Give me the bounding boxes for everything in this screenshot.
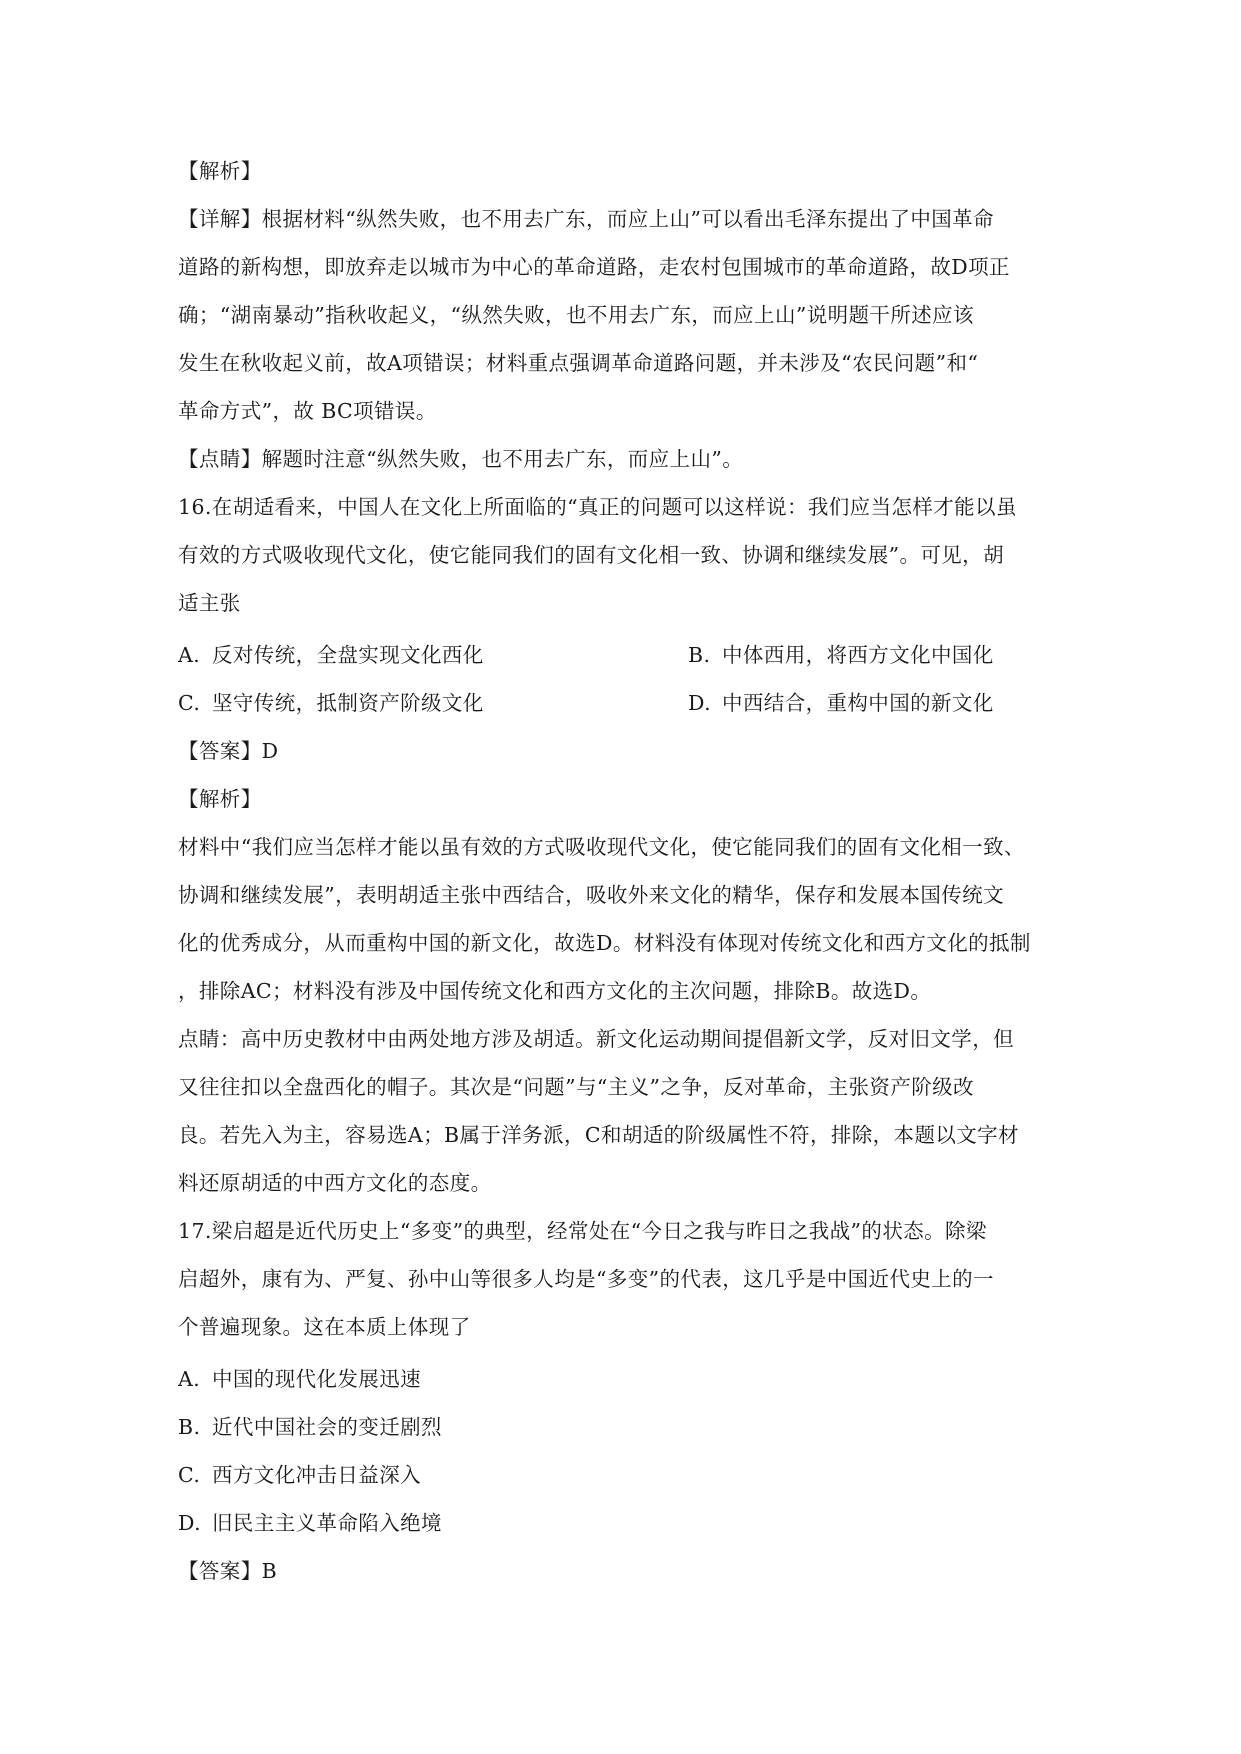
q17-answer: 【答案】B <box>178 1559 278 1583</box>
option-text: 近代中国社会的变迁剧烈 <box>212 1415 442 1439</box>
q16-analysis-heading: 【解析】 <box>178 787 262 811</box>
q16-stem-line: 有效的方式吸收现代文化，使它能同我们的固有文化相一致、协调和继续发展”。可见，胡 <box>178 543 1004 567</box>
q15-analysis-heading: 【解析】 <box>178 159 262 183</box>
option-text: 坚守传统，抵制资产阶级文化 <box>212 691 484 715</box>
q16-stem-line: 适主张 <box>178 591 241 615</box>
q16-answer: 【答案】D <box>178 739 279 763</box>
q17-option-a <box>178 1364 421 1394</box>
q15-tip: 【点睛】解题时注意“纵然失败，也不用去广东，而应上山”。 <box>178 447 744 471</box>
q16-stem-line: 16.在胡适看来，中国人在文化上所面临的“真正的问题可以这样说：我们应当怎样才能以虽 <box>178 495 1017 519</box>
option-label: A. <box>178 643 201 667</box>
q17-option-d <box>178 1508 442 1538</box>
q16-analysis-line: 协调和继续发展”，表明胡适主张中西结合，吸收外来文化的精华，保存和发展本国传统文 <box>178 883 1004 907</box>
q16-analysis-line: 材料中“我们应当怎样才能以虽有效的方式吸收现代文化，使它能同我们的固有文化相一致、 <box>178 835 1025 859</box>
q16-option-d <box>688 688 994 718</box>
q17-option-c <box>178 1460 421 1490</box>
q17-stem-line: 启超外，康有为、严复、孙中山等很多人均是“多变”的代表，这几乎是中国近代史上的一 <box>178 1267 994 1291</box>
q15-detail-line: 道路的新构想，即放弃走以城市为中心的革命道路，走农村包围城市的革命道路，故D项正 <box>178 255 1010 279</box>
option-label: D. <box>178 1511 202 1535</box>
q17-option-b <box>178 1412 442 1442</box>
q15-detail-line: 发生在秋收起义前，故A项错误；材料重点强调革命道路问题，并未涉及“农民问题”和“ <box>178 351 979 375</box>
option-label: D. <box>688 691 712 715</box>
q16-tip-line: 又往往扣以全盘西化的帽子。其次是“问题”与“主义”之争，反对革命，主张资产阶级改 <box>178 1075 974 1099</box>
option-text: 中体西用，将西方文化中国化 <box>722 643 994 667</box>
q16-option-a <box>178 640 484 670</box>
q15-detail-line: 【详解】根据材料“纵然失败，也不用去广东，而应上山”可以看出毛泽东提出了中国革命 <box>178 207 994 231</box>
q16-tip-line: 点睛：高中历史教材中由两处地方涉及胡适。新文化运动期间提倡新文学，反对旧文学，但 <box>178 1027 1014 1051</box>
option-label: B. <box>178 1415 201 1439</box>
q16-analysis-line: 化的优秀成分，从而重构中国的新文化，故选D。材料没有体现对传统文化和西方文化的抵制 <box>178 931 1031 955</box>
q15-detail-line: 确；“湖南暴动”指秋收起义，“纵然失败，也不用去广东，而应上山”说明题干所述应该 <box>178 303 974 327</box>
q16-option-b <box>688 640 994 670</box>
q16-analysis-line: ，排除AC；材料没有涉及中国传统文化和西方文化的主次问题，排除B。故选D。 <box>178 979 932 1003</box>
option-label: C. <box>178 691 201 715</box>
q15-detail-line: 革命方式”，故 BC项错误。 <box>178 399 437 423</box>
option-text: 西方文化冲击日益深入 <box>212 1463 421 1487</box>
q16-tip-line: 料还原胡适的中西方文化的态度。 <box>178 1171 492 1195</box>
option-text: 旧民主主义革命陷入绝境 <box>212 1511 442 1535</box>
option-text: 中国的现代化发展迅速 <box>212 1367 421 1391</box>
option-label: B. <box>688 643 711 667</box>
option-label: A. <box>178 1367 201 1391</box>
q16-option-c <box>178 688 484 718</box>
q17-stem-line: 17.梁启超是近代历史上“多变”的典型，经常处在“今日之我与昨日之我战”的状态。除梁 <box>178 1219 987 1243</box>
q17-stem-line: 个普遍现象。这在本质上体现了 <box>178 1315 471 1339</box>
q16-tip-line: 良。若先入为主，容易选A；B属于洋务派，C和胡适的阶级属性不符，排除，本题以文字材 <box>178 1123 1019 1147</box>
option-text: 反对传统，全盘实现文化西化 <box>212 643 484 667</box>
option-label: C. <box>178 1463 201 1487</box>
option-text: 中西结合，重构中国的新文化 <box>722 691 994 715</box>
